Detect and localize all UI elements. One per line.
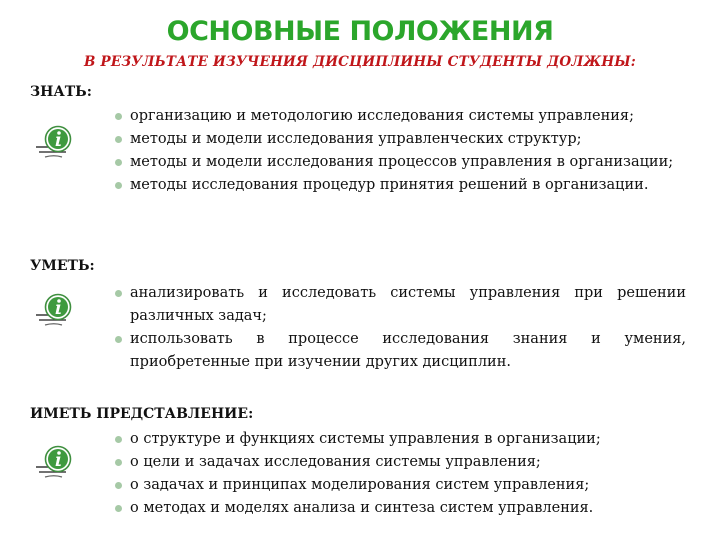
info-icon	[34, 444, 76, 478]
section-label-understand: ИМЕТЬ ПРЕДСТАВЛЕНИЕ:	[30, 406, 254, 422]
section-label-know: ЗНАТЬ:	[30, 84, 92, 100]
list-item: анализировать и исследовать системы управления при решении различных задач;	[130, 282, 686, 328]
list-item: о цели и задачах исследования системы управления;	[130, 451, 686, 474]
section-label-can: УМЕТЬ:	[30, 258, 95, 274]
list-item: организацию и методологию исследования системы управления;	[130, 105, 686, 128]
list-item: о структуре и функциях системы управления в организации;	[130, 428, 686, 451]
info-icon	[34, 292, 76, 326]
can-list	[130, 282, 686, 374]
list-item: использовать в процессе исследования знания и умения, приобретенные при изучении других дисциплин.	[130, 328, 686, 374]
understand-list	[130, 428, 686, 520]
list-item: о задачах и принципах моделирования систем управления;	[130, 474, 686, 497]
list-item: методы и модели исследования управленческих структур;	[130, 128, 686, 151]
list-item: о методах и моделях анализа и синтеза систем управления.	[130, 497, 686, 520]
list-item: методы и модели исследования процессов управления в организации;	[130, 151, 686, 174]
list-item: методы исследования процедур принятия решений в организации.	[130, 174, 686, 197]
page-title: ОСНОВНЫЕ ПОЛОЖЕНИЯ	[166, 16, 554, 47]
info-icon	[34, 124, 76, 158]
page-subtitle: В РЕЗУЛЬТАТЕ ИЗУЧЕНИЯ ДИСЦИПЛИНЫ СТУДЕНТЫ ДОЛЖНЫ:	[84, 54, 636, 70]
know-list	[130, 105, 686, 197]
